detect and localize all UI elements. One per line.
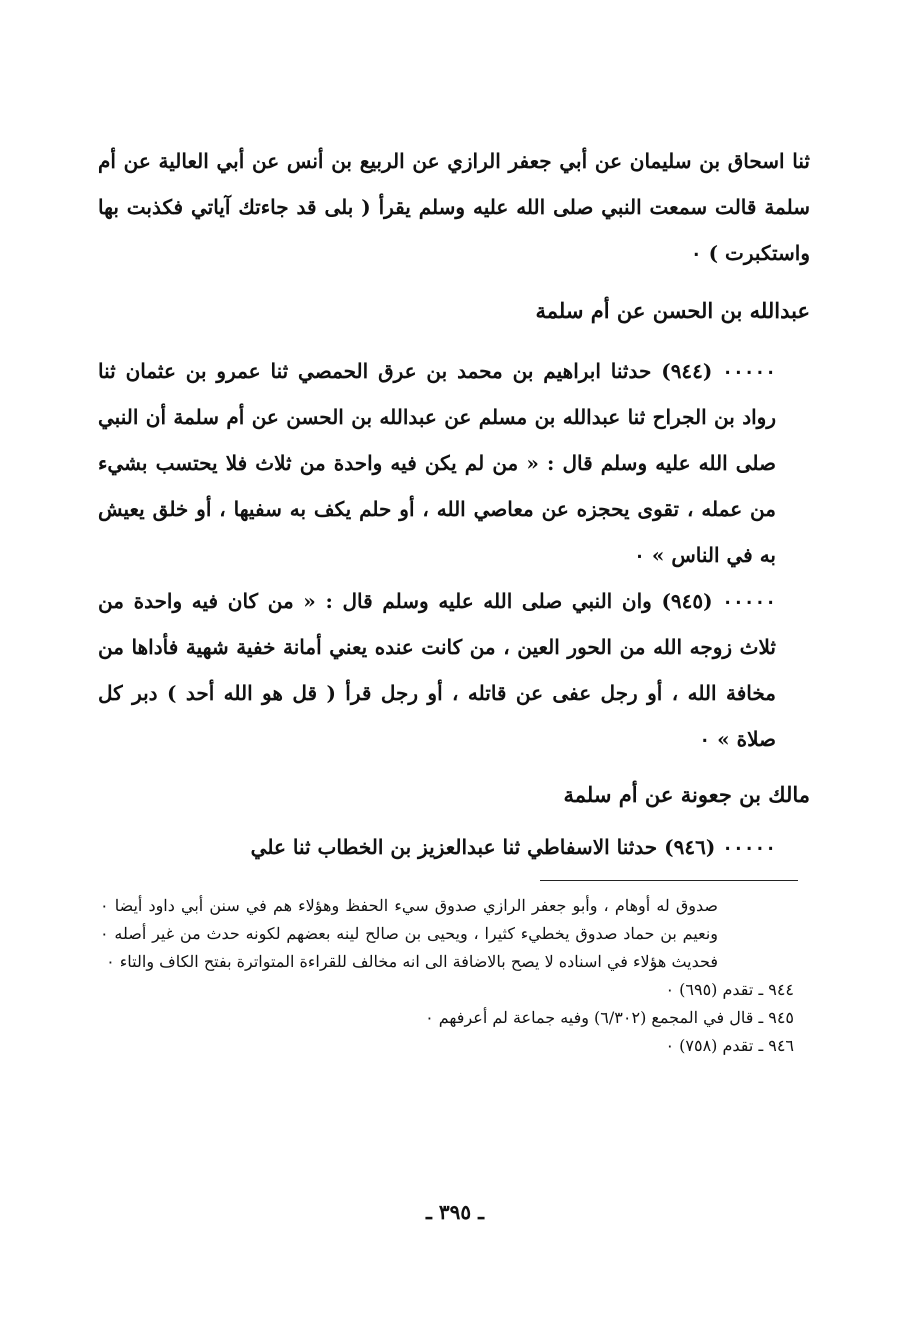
main-text bbox=[98, 138, 810, 870]
hadith-945: ٠٠٠٠٠ (٩٤٥) وان النبي صلى الله عليه وسلم قال : « من كان فيه واحدة من ثلاث زوجه الله من الحور العين ، من كانت عنده يعني أمانة خفية شهية فأداها من مخافة الله ، أو رجل عفى عن قاتله ، أو رجل قرأ ( قل هو الله أحد ) دبر كل صلاة » ٠ bbox=[98, 589, 776, 751]
hadith-944: ٠٠٠٠٠ (٩٤٤) حدثنا ابراهيم بن محمد بن عرق الحمصي ثنا عمرو بن عثمان ثنا رواد بن الجراح ثنا عبدالله بن مسلم عن عبدالله بن الحسن عن أم سلمة أن النبي صلى الله عليه وسلم قال : « من لم يكن فيه واحدة من ثلاث فلا يحتسب بشيء من عمله ، تقوى يحجزه عن معاصي الله ، أو حلم يكف به سفيها ، أو خلق يعيش به في الناس » ٠ bbox=[98, 359, 776, 567]
top-paragraph: ثنا اسحاق بن سليمان عن أبي جعفر الرازي عن الربيع بن أنس عن أبي العالية عن أم سلمة قالت سمعت النبي صلى الله عليه وسلم يقرأ ( بلى قد جاءتك آياتي فكذبت بها واستكبرت ) ٠ bbox=[98, 149, 810, 265]
footnote-continuation: صدوق له أوهام ، وأبو جعفر الرازي صدوق سيء الحفظ وهؤلاء هم في سنن أبي داود أيضا ٠ ونعيم بن حماد صدوق يخطيء كثيرا ، ويحيى بن صالح لينه بعضهم لكونه حدث من غير أصله ٠ فحديث هؤلاء في اسناده لا يصح بالاضافة الى انه مخالف للقراءة المتواترة بفتح الكاف والتاء ٠ bbox=[100, 896, 718, 971]
section-heading-2: مالك بن جعونة عن أم سلمة bbox=[563, 782, 810, 807]
footnote-946: ٩٤٦ ـ تقدم (٧٥٨) ٠ bbox=[665, 1036, 794, 1055]
footnote-divider bbox=[540, 880, 798, 881]
footnote-944: ٩٤٤ ـ تقدم (٦٩٥) ٠ bbox=[665, 980, 794, 999]
footnote-945: ٩٤٥ ـ قال في المجمع (٦/٣٠٢) وفيه جماعة لم أعرفهم ٠ bbox=[425, 1008, 794, 1027]
section-heading-1: عبدالله بن الحسن عن أم سلمة bbox=[535, 298, 810, 323]
footnotes bbox=[100, 892, 800, 1060]
hadith-946: ٠٠٠٠٠ (٩٤٦) حدثنا الاسفاطي ثنا عبدالعزيز بن الخطاب ثنا علي bbox=[250, 835, 776, 859]
page-number: ـ ٣٩٥ ـ bbox=[426, 1200, 484, 1224]
